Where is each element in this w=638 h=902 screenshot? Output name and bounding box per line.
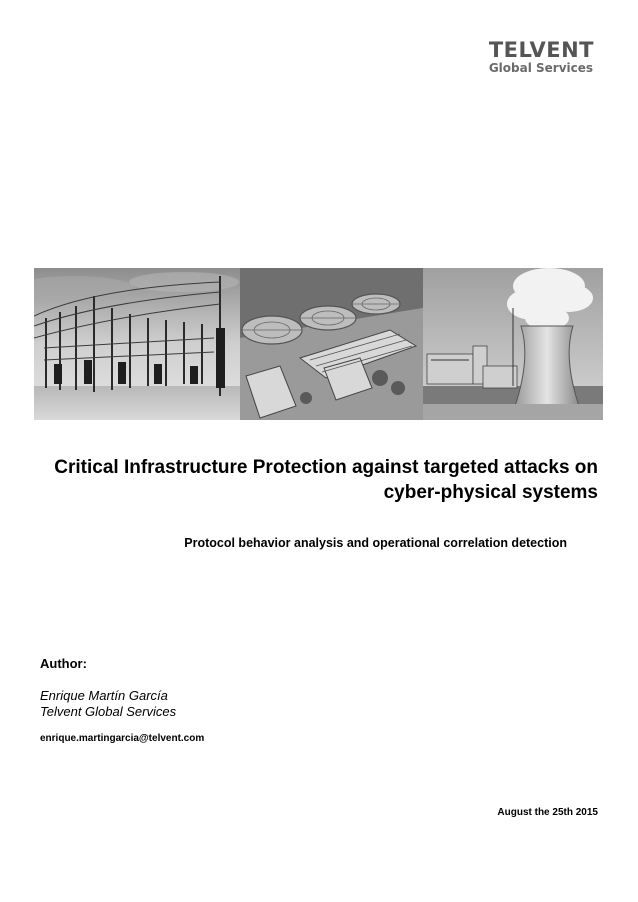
document-date: August the 25th 2015: [497, 807, 598, 818]
telvent-logo: [489, 40, 594, 74]
title-line-1: Critical Infrastructure Protection against targeted attacks on: [54, 457, 598, 478]
author-name: Enrique Martín García: [40, 688, 168, 703]
cooling-tower-photo: [423, 268, 603, 420]
title-line-2: cyber-physical systems: [383, 482, 598, 503]
author-email: enrique.martingarcia@telvent.com: [40, 733, 205, 744]
document-subtitle: Protocol behavior analysis and operational correlation detection: [184, 536, 567, 550]
logo-main-text: TELVENT: [488, 38, 594, 62]
logo-sub-text: Global Services: [488, 61, 594, 75]
infrastructure-banner: [34, 268, 603, 420]
water-treatment-plant-photo: [240, 268, 423, 420]
author-label: Author:: [40, 656, 87, 671]
document-title: [40, 455, 598, 505]
author-organization: Telvent Global Services: [40, 704, 177, 719]
substation-photo: [34, 268, 240, 420]
